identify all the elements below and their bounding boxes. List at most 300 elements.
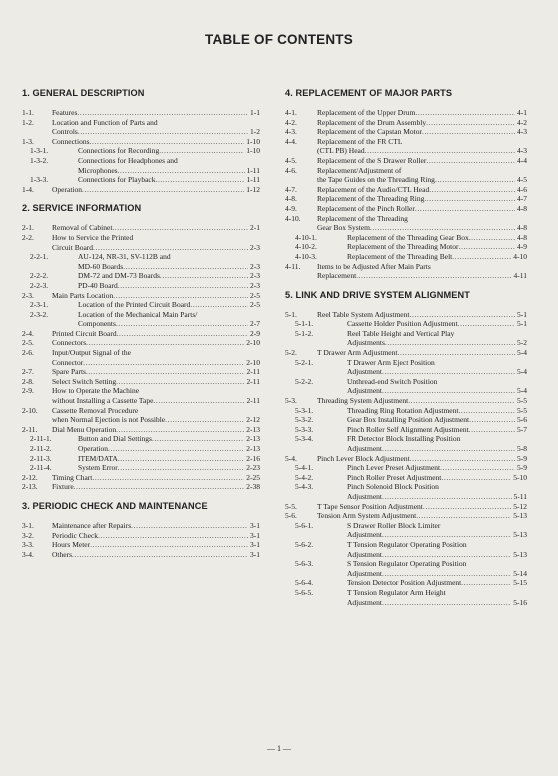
dot-leader [459,242,516,252]
toc-entry [285,214,527,224]
dot-leader [82,185,244,195]
page-number: — 1 — [267,744,291,753]
toc-entry [22,223,260,233]
dot-leader [90,540,248,550]
entry-title: AU-124, NR-31, SV-112B and [78,252,171,262]
toc-entry [22,348,260,358]
entry-page: 5-4 [517,348,527,358]
entry-page: 5-14 [513,568,527,578]
entry-number: 2-3. [22,290,34,300]
dot-leader [152,434,244,444]
entry-page [258,406,260,416]
entry-number: 2-11-3. [30,453,52,463]
dot-leader [382,444,515,454]
toc-entry [22,319,260,329]
entry-page: 2-11 [246,376,260,386]
entry-title: Main Parts Location [52,290,114,300]
entry-page [525,137,527,147]
entry-page: 2-11 [246,396,260,406]
dot-leader [461,578,511,588]
dot-leader [113,291,248,301]
entry-page [258,386,260,396]
dot-leader [397,348,515,358]
toc-entry [285,588,527,598]
toc-entry [22,146,260,156]
entry-number: 5-1-1. [295,319,314,329]
entry-title: (CTL PB) Head [317,146,365,156]
entry-title: Adjustment [347,491,382,501]
dot-leader [159,146,244,156]
entry-number [285,598,347,608]
entry-title: Tension Arm System Adjustment [317,511,417,521]
entry-number: 2-3-2. [30,309,49,319]
entry-number [285,271,317,281]
dot-leader [190,300,248,310]
dot-leader [77,108,248,118]
toc-entry [285,118,527,128]
entry-number [22,415,52,425]
toc-entry [285,233,527,243]
dot-leader [72,550,248,560]
entry-number [22,358,52,368]
toc-entry [285,386,527,396]
dot-leader [410,454,515,464]
entry-page: 2-5 [250,290,260,300]
entry-number: 1-3-2. [30,155,49,165]
entry-page: 2-23 [246,463,260,473]
toc-entry [285,271,527,281]
entry-number: 2-6. [22,348,34,358]
entry-page [258,156,260,166]
toc-entry [285,377,527,387]
toc-entry [285,473,527,483]
toc-entry [285,146,527,156]
entry-number: 5-4-1. [295,463,314,473]
entry-title: Adjustment [347,530,382,540]
entry-page: 2-13 [246,434,260,444]
dot-leader [458,406,515,416]
toc-entry [22,310,260,320]
toc-entry [285,185,527,195]
entry-number: 2-11. [22,424,38,434]
toc-entry [285,482,527,492]
entry-number: 1-3-3. [30,175,49,185]
entry-page: 1-2 [250,127,260,137]
entry-number [285,146,317,156]
toc-entry [285,108,527,118]
entry-number: 3-2. [22,530,34,540]
entry-title: Hours Meter [52,540,91,550]
entry-title: Unthread-end Switch Position [347,376,438,386]
entry-title: How to Service the Printed [52,232,134,242]
entry-page: 2-10 [246,357,260,367]
entry-page: 1-11 [246,175,260,185]
entry-page: 1-10 [246,136,260,146]
entry-number: 5-6-4. [295,578,314,588]
entry-title: Replacement/Adjustment of [317,165,402,175]
entry-title: S Drawer Roller Block Limiter [347,520,441,530]
entry-page: 4-8 [517,203,527,213]
entry-title: Gear Box Installing Position Adjustment [347,415,470,425]
entry-number [285,175,317,185]
dot-leader [382,386,515,396]
dot-leader [469,425,515,435]
entry-number [285,338,347,348]
entry-title: Adjustments [347,338,385,348]
toc-entry [22,271,260,281]
entry-number: 3-1. [22,520,34,530]
entry-page: 4-8 [517,232,527,242]
dot-leader [116,319,248,329]
entry-title: Removal of Cabinet [52,223,113,233]
entry-number [285,223,317,233]
toc-entry [285,559,527,569]
toc-entry [285,223,527,233]
entry-number: 2-1. [22,223,34,233]
entry-title: Cassette Holder Position Adjustment [347,319,458,329]
entry-title: Printed Circuit Board [52,328,117,338]
dot-leader [93,243,248,253]
dot-leader [86,338,244,348]
entry-number: 5-2. [285,348,297,358]
toc-entry [285,175,527,185]
entry-number: 2-12. [22,472,38,482]
entry-page: 2-5 [250,300,260,310]
entry-number [285,530,347,540]
entry-page: 2-13 [246,444,260,453]
toc-section [22,203,260,492]
dot-leader [382,598,511,608]
entry-page: 4-6 [517,184,527,194]
dot-leader [370,223,515,233]
toc-column-left [22,88,260,559]
entry-number: 5-6-2. [295,539,314,549]
entry-title: Replacement of the Threading [317,213,408,223]
entry-title: Connectors [52,338,87,348]
entry-number [22,243,52,253]
dot-leader [422,127,515,137]
entry-title: Adjustment [347,444,382,453]
entry-page [525,559,527,569]
toc-section [22,501,260,559]
entry-number: 5-3-4. [295,434,314,444]
entry-title: Periodic Check [52,530,99,540]
dot-leader [116,425,244,435]
dot-leader [118,463,244,473]
entry-page: 5-10 [513,472,527,482]
entry-number: 2-3-1. [30,300,49,310]
section-heading: 2. SERVICE INFORMATION [22,203,142,214]
dot-leader [74,482,245,492]
entry-page: 4-2 [517,117,527,127]
entry-title: Adjustment [347,367,382,377]
entry-number [285,444,347,454]
entry-page: 1-11 [246,165,260,175]
entry-title: the Tape Guides on the Threading Ring [317,175,435,185]
entry-number [22,262,78,272]
entry-title: Others [52,549,72,559]
toc-section [22,88,260,194]
entry-number: 1-2. [22,117,34,127]
entry-page [525,358,527,368]
entry-page: 5-16 [513,597,527,607]
entry-number: 2-2-1. [30,252,49,262]
toc-entry [22,386,260,396]
entry-page: 5-13 [513,530,527,540]
entry-page: 2-1 [250,223,260,233]
toc-entry [285,502,527,512]
section-heading: 3. PERIODIC CHECK AND MAINTENANCE [22,500,208,511]
dot-leader [415,108,515,118]
entry-page: 5-5 [517,405,527,415]
toc-entry [22,175,260,185]
entry-page: 1-10 [246,146,260,156]
entry-page: 5-2 [517,338,527,348]
entry-number: 4-6. [285,165,297,175]
entry-title: FR Detector Block Installing Position [347,434,461,444]
entry-title: System Error [78,463,118,473]
entry-title: Pinch Lever Block Adjustment [317,453,410,463]
toc-entry [22,300,260,310]
entry-title: Button and Dial Settings [78,434,152,444]
dot-leader [78,127,248,137]
entry-number: 5-2-2. [295,376,314,386]
dot-leader [426,118,515,128]
dot-leader [452,252,511,262]
entry-page: 3-1 [250,540,260,550]
toc-entry [285,194,527,204]
toc-entry [22,118,260,128]
entry-number: 5-6-3. [295,559,314,569]
entry-page: 5-9 [517,463,527,473]
entry-title: Gear Box System [317,223,370,233]
dot-leader [112,223,248,233]
entry-number: 4-1. [285,108,297,117]
entry-title: T Tension Regulator Operating Position [347,539,467,549]
entry-title: PD-40 Board [78,280,118,290]
entry-page: 3-1 [250,530,260,540]
entry-title: Location and Function of Parts and [52,117,158,127]
toc-entry [22,233,260,243]
entry-page: 2-3 [250,261,260,271]
toc-entry [285,444,527,454]
entry-number [22,166,78,176]
entry-page [258,348,260,358]
dot-leader [429,185,515,195]
entry-number: 5-4-3. [295,482,314,492]
toc-entry [285,550,527,560]
toc-entry [285,396,527,406]
entry-title: Replacement of the Threading Belt [347,251,453,261]
entry-title: Replacement of the Pinch Roller [317,203,415,213]
dot-leader [155,175,244,185]
dot-leader [435,175,515,185]
entry-title: Replacement of the Drum Assembly [317,117,427,127]
entry-number: 2-13. [22,482,38,492]
entry-title: T Drawer Arm Adjustment [317,348,398,358]
toc-entry [285,578,527,588]
toc-entry [285,598,527,608]
entry-title: Adjustment [347,549,382,559]
entry-page [258,118,260,128]
entry-title: Microphones [78,165,118,175]
toc-entry [285,454,527,464]
entry-title: Tension Detector Position Adjustment [347,578,462,588]
entry-page: 5-15 [513,578,527,588]
entry-title: Reel Table System Adjustment [317,309,410,319]
entry-title: without Installing a Cassette Tape [52,396,154,406]
dot-leader [441,473,511,483]
entry-number: 4-8. [285,194,297,204]
toc-entry [22,367,260,377]
entry-title: Reel Table Height and Vertical Play [347,328,455,338]
toc-section [285,290,527,607]
dot-leader [408,396,515,406]
entry-number: 5-6. [285,511,297,521]
entry-title: Maintenance after Repairs [52,520,132,530]
entry-title: Replacement of the S Drawer Roller [317,155,427,165]
dot-leader [92,473,244,483]
dot-leader [118,454,244,464]
entry-number [285,492,347,502]
entry-page [258,233,260,243]
entry-number [285,569,347,579]
dot-leader [423,502,511,512]
entry-page: 4-5 [517,175,527,185]
entry-number: 4-5. [285,155,297,165]
entry-page [525,482,527,492]
dot-leader [424,194,515,204]
entry-title: Dial Menu Operation [52,424,117,434]
entry-page [525,262,527,272]
dot-leader [356,271,511,281]
dot-leader [83,358,244,368]
entry-number: 4-4. [285,136,297,146]
entry-number: 2-10. [22,405,38,415]
toc-entry [285,310,527,320]
entry-page: 2-11 [246,367,260,377]
entry-number: 2-5. [22,338,34,348]
entry-title: S Tension Regulator Operating Position [347,559,467,569]
entry-number: 4-11. [285,261,301,271]
entry-title: How to Operate the Machine [52,386,140,396]
entry-page: 5-4 [517,386,527,396]
dot-leader [416,511,511,521]
toc-entry [22,540,260,550]
toc-entry [285,434,527,444]
entry-number: 2-7. [22,367,34,377]
entry-number: 1-3. [22,136,34,146]
entry-number: 4-10-2. [295,242,317,252]
toc-entry [285,166,527,176]
entry-title: DM-72 and DM-73 Boards [78,271,160,281]
entry-number: 2-8. [22,376,34,386]
entry-number: 5-1. [285,309,297,319]
entry-title: Replacement of the FR CTL [317,136,403,146]
entry-number: 4-3. [285,127,297,137]
entry-number [285,386,347,396]
entry-title: Location of the Mechanical Main Parts/ [78,309,198,319]
entry-page: 3-1 [250,520,260,530]
entry-title: Connector [52,357,84,367]
toc-entry [285,137,527,147]
entry-number: 3-3. [22,540,34,550]
toc-entry [285,319,527,329]
entry-title: Select Switch Setting [52,376,117,386]
entry-title: T Drawer Arm Eject Position [347,357,435,367]
entry-title: Input/Output Signal of the [52,348,131,358]
entry-number: 5-4. [285,453,297,463]
dot-leader [160,271,248,281]
toc-entry [22,425,260,435]
entry-page: 2-3 [250,242,260,252]
toc-entry [285,348,527,358]
toc-entry [22,444,260,454]
entry-number: 4-9. [285,203,297,213]
dot-leader [365,146,515,156]
dot-leader [382,530,511,540]
entry-title: Connections for Playback [78,175,156,185]
entry-title: Connections [52,136,90,146]
entry-title: MD-60 Boards [78,261,124,271]
entry-page: 5-9 [517,453,527,463]
entry-number [22,396,52,406]
dot-leader [382,569,511,579]
toc-entry [22,454,260,464]
entry-page: 2-13 [246,424,260,434]
entry-title: ITEM/DATA [78,453,118,463]
entry-number: 5-3-1. [295,405,314,415]
entry-number: 5-6-5. [295,587,314,597]
entry-page: 4-8 [517,223,527,233]
dot-leader [153,396,244,406]
entry-page [258,252,260,262]
entry-title: Features [52,108,78,117]
entry-number: 5-2-1. [295,357,314,367]
toc-entry [22,550,260,560]
toc-entry [22,531,260,541]
toc-entry [22,243,260,253]
dot-leader [458,319,515,329]
dot-leader [469,233,515,243]
dot-leader [116,377,244,387]
dot-leader [426,156,515,166]
entry-title: Operation [52,184,82,194]
entry-number: 2-11-1. [30,434,52,444]
dot-leader [117,329,248,339]
entry-page: 5-7 [517,424,527,434]
dot-leader [86,367,245,377]
entry-title: Pinch Solenoid Block Position [347,482,439,492]
toc-entry [285,463,527,473]
toc-entry [22,434,260,444]
dot-leader [382,492,512,502]
entry-title: Adjustment [347,597,382,607]
dot-leader [469,415,515,425]
entry-title: Fixture [52,482,74,492]
entry-page [525,521,527,531]
entry-number [22,127,52,137]
entry-title: Adjustment [347,386,382,396]
toc-entry [285,127,527,137]
dot-leader [165,415,244,425]
entry-number: 5-1-2. [295,328,314,338]
entry-page: 5-8 [517,444,527,453]
entry-title: T Tension Regulator Arm Height [347,587,446,597]
entry-number: 2-11-4. [30,463,52,473]
toc-entry [22,415,260,425]
entry-title: Components [78,319,116,329]
